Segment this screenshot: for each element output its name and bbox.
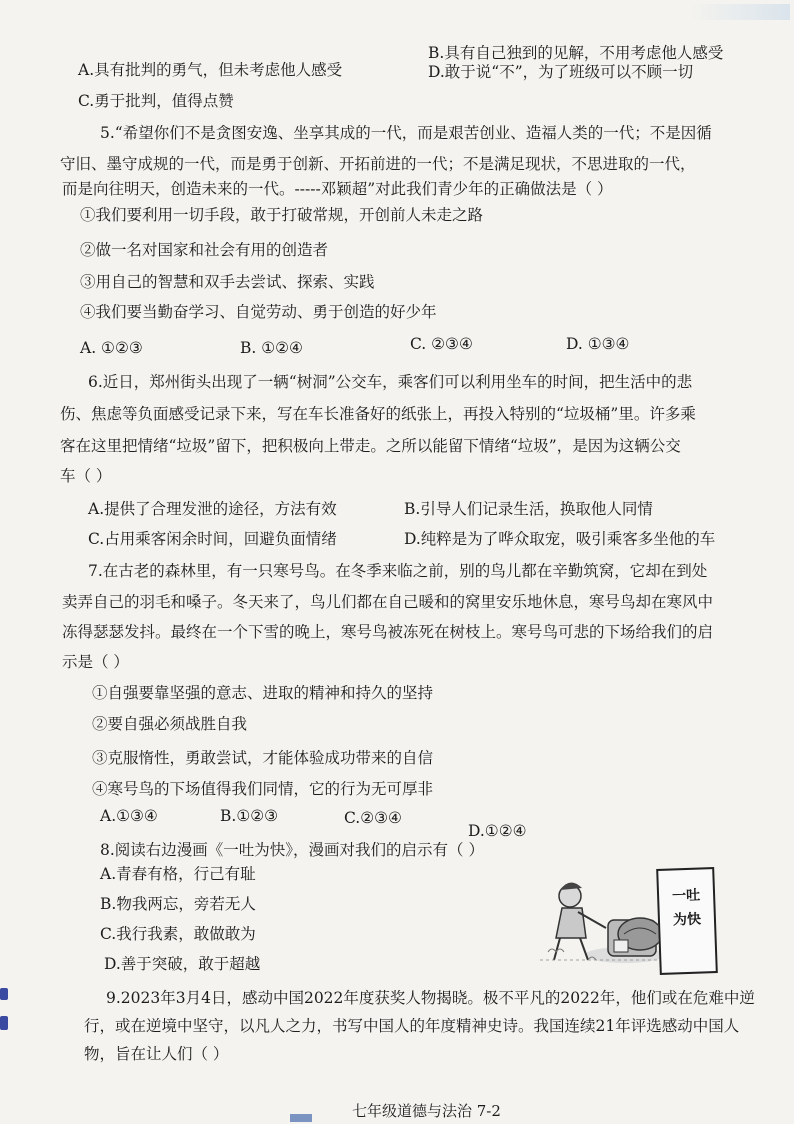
margin-mark	[0, 988, 8, 1000]
q5-stem-line: 5.“希望你们不是贪图安逸、坐享其成的一代，而是艰苦创业、造福人类的一代；不是因循	[100, 124, 712, 142]
q9-stem-line: 9.2023年3月4日，感动中国2022年度获奖人物揭晓。极不平凡的2022年，他们或在危难中逆	[106, 989, 755, 1007]
q5-option-a: A. ①②③	[80, 339, 143, 357]
q5-option-b: B. ①②④	[240, 339, 303, 357]
q8-option-d: D.善于突破，敢于超越	[104, 955, 261, 973]
q4-option-d: D.敢于说“不”，为了班级可以不顾一切	[428, 63, 694, 81]
q5-item: ④我们要当勤奋学习、自觉劳动、勇于创造的好少年	[80, 303, 437, 321]
q7-option-c: C.②③④	[344, 809, 402, 827]
q8-option-b: B.物我两忘，旁若无人	[100, 895, 256, 913]
q5-stem-line: 而是向往明天，创造未来的一代。-----邓颖超”对此我们青少年的正确做法是（ ）	[62, 180, 613, 198]
q7-item: ③克服惰性，勇敢尝试，才能体验成功带来的自信	[92, 749, 434, 767]
q7-item: ①自强要靠坚强的意志、进取的精神和持久的坚持	[92, 684, 434, 702]
comic-caption-line: 为快	[672, 911, 702, 929]
q6-stem-line: 客在这里把情绪“垃圾”留下，把积极向上带走。之所以能留下情绪“垃圾”，是因为这辆公交	[60, 437, 681, 455]
comic-caption-box	[656, 867, 718, 975]
q6-stem-line: 6.近日，郑州街头出现了一辆“树洞”公交车，乘客们可以利用坐车的时间，把生活中的悲	[88, 373, 693, 391]
q6-option-b: B.引导人们记录生活，换取他人同情	[404, 500, 653, 518]
q4-option-a: A.具有批判的勇气，但未考虑他人感受	[78, 61, 343, 79]
q6-stem-line: 伤、焦虑等负面感受记录下来，写在车长准备好的纸张上，再投入特别的“垃圾桶”里。许多乘	[60, 405, 696, 423]
q5-stem-line: 守旧、墨守成规的一代，而是勇于创新、开拓前进的一代；不是满足现状，不思进取的一代，	[60, 155, 696, 173]
q7-stem-line: 示是（ ）	[62, 653, 129, 671]
q9-stem-line: 物，旨在让人们（ ）	[84, 1045, 229, 1063]
q5-option-d: D. ①③④	[566, 335, 630, 353]
q7-option-b: B.①②③	[220, 807, 279, 825]
q7-item: ④寒号鸟的下场值得我们同情，它的行为无可厚非	[92, 780, 434, 798]
q7-stem-line: 冻得瑟瑟发抖。最终在一个下雪的晚上，寒号鸟被冻死在树枝上。寒号鸟可悲的下场给我们的启	[62, 623, 714, 641]
q5-item: ①我们要利用一切手段，敢于打破常规，开创前人未走之路	[80, 206, 484, 224]
q4-option-b: B.具有自己独到的见解，不用考虑他人感受	[428, 44, 724, 62]
q7-option-d: D.①②④	[468, 822, 527, 840]
q8-option-c: C.我行我素，敢做敢为	[100, 925, 256, 943]
comic-caption-line: 一吐	[671, 887, 701, 905]
page-footer: 七年级道德与法治 7-2	[352, 1102, 501, 1120]
footer-mark	[290, 1114, 312, 1122]
q6-option-c: C.占用乘客闲余时间，回避负面情绪	[88, 530, 337, 548]
q9-stem-line: 行，或在逆境中坚守，以凡人之力，书写中国人的年度精神史诗。我国连续21年评选感动中国人	[84, 1017, 740, 1035]
q8-stem: 8.阅读右边漫画《一吐为快》，漫画对我们的启示有（ ）	[100, 841, 484, 859]
q7-item: ②要自强必须战胜自我	[92, 715, 248, 733]
q7-stem-line: 7.在古老的森林里，有一只寒号鸟。在冬季来临之前，别的鸟儿都在辛勤筑窝，它却在到处	[88, 562, 708, 580]
q5-item: ③用自己的智慧和双手去尝试、探索、实践	[80, 273, 375, 291]
q5-item: ②做一名对国家和社会有用的创造者	[80, 241, 329, 259]
q8-option-a: A.青春有格，行己有耻	[100, 865, 256, 883]
scan-tint	[690, 4, 790, 20]
q6-option-a: A.提供了合理发泄的途径，方法有效	[88, 500, 337, 518]
q6-option-d: D.纯粹是为了哗众取宠，吸引乘客多坐他的车	[404, 530, 716, 548]
q6-stem-line: 车（ ）	[60, 467, 112, 485]
q7-stem-line: 卖弄自己的羽毛和嗓子。冬天来了，鸟儿们都在自己暖和的窝里安乐地休息，寒号鸟却在寒风中	[62, 593, 714, 611]
margin-mark	[0, 1016, 8, 1030]
q5-option-c: C. ②③④	[410, 335, 473, 353]
q7-option-a: A.①③④	[100, 807, 158, 825]
q4-option-c: C.勇于批判，值得点赞	[78, 92, 234, 110]
